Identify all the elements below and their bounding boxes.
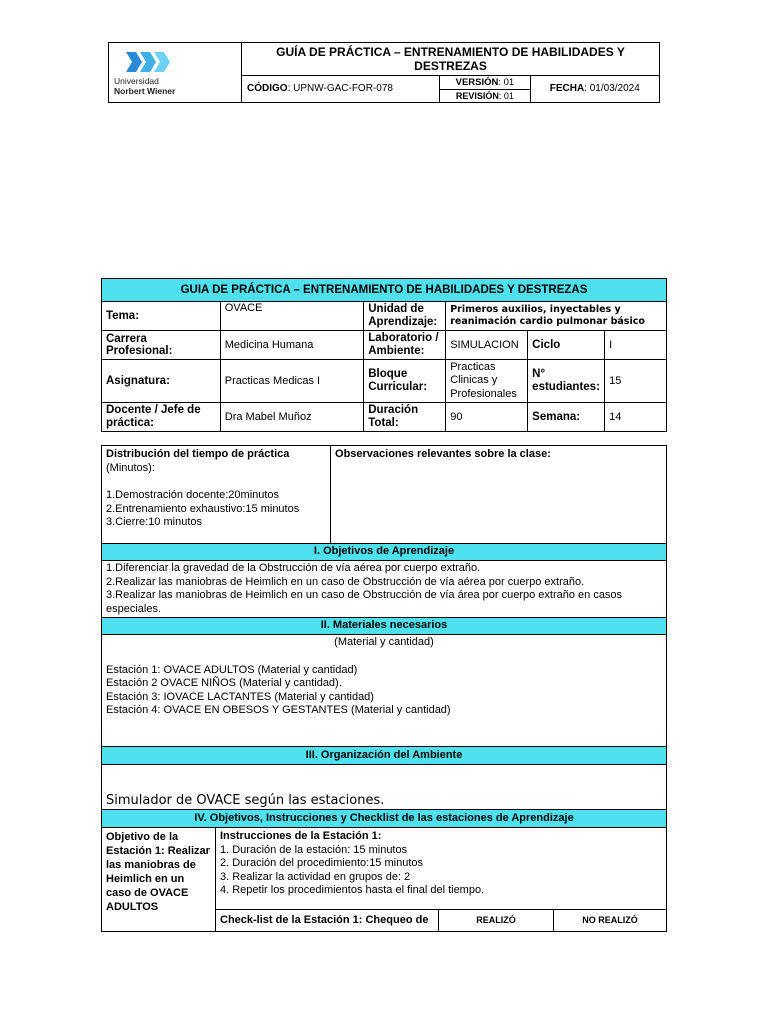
logo-line2: Norbert Wiener <box>114 85 176 96</box>
distribution-subtitle: (Minutos): <box>106 461 155 474</box>
codigo-cell <box>242 75 440 102</box>
distribution-cell <box>102 446 331 544</box>
duracion-label: Duración Total: <box>364 403 446 432</box>
carrera-label: Carrera Profesional: <box>102 331 221 360</box>
asignatura-value: Practicas Medicas I <box>220 360 364 403</box>
objective-item: 3.Realizar las maniobras de Heimlich en un caso de Obstrucción de vía área por cuerpo extraño en casos especiales. <box>106 589 623 615</box>
semana-label: Semana: <box>528 403 605 432</box>
docente-value: Dra Mabel Muñoz <box>220 403 364 432</box>
revision-label: REVISIÓN <box>455 90 499 101</box>
section-materials-heading: II. Materiales necesarios <box>102 618 667 635</box>
logo-cell <box>109 43 242 103</box>
duracion-value: 90 <box>446 403 528 432</box>
bloque-label: Bloque Curricular: <box>364 360 446 403</box>
instructions-title: Instrucciones de la Estación 1: <box>220 830 382 842</box>
objectives-list <box>102 561 667 618</box>
fecha-cell <box>530 75 660 102</box>
ciclo-label: Ciclo <box>528 331 605 360</box>
observations-cell: Observaciones relevantes sobre la clase: <box>331 446 667 544</box>
material-item: Estación 1: OVACE ADULTOS (Material y cantidad) <box>106 663 358 676</box>
revision-cell <box>440 89 530 102</box>
bloque-value: Practicas Clinicas y Profesionales <box>446 360 528 403</box>
objective-item: 2.Realizar las maniobras de Heimlich en un caso de Obstrucción de vía aérea por cuerpo extraño. <box>106 575 585 588</box>
practice-table <box>101 445 667 932</box>
objective-item: 1.Diferenciar la gravedad de la Obstrucción de vía aérea por cuerpo extraño. <box>106 562 481 574</box>
fecha-value: : 01/03/2024 <box>584 83 640 95</box>
version-value: : 01 <box>498 76 515 88</box>
checklist-realizo-header: REALIZÓ <box>438 910 553 932</box>
checklist-no-realizo-header: NO REALIZÓ <box>553 910 666 932</box>
logo-line1: Universidad <box>114 75 159 86</box>
section-environment-heading: III. Organización del Ambiente <box>102 747 667 765</box>
materials-list <box>102 635 667 747</box>
environment-text: Simulador de OVACE según las estaciones. <box>102 765 667 810</box>
lab-label: Laboratorio / Ambiente: <box>364 331 446 360</box>
unidad-label: Unidad de Aprendizaje: <box>364 302 446 331</box>
lab-value: SIMULACION <box>446 331 528 360</box>
ciclo-value: I <box>605 331 667 360</box>
fecha-label: FECHA <box>549 83 585 95</box>
material-item: Estación 3: IOVACE LACTANTES (Material y cantidad) <box>106 690 374 703</box>
material-item: Estación 2 OVACE NIÑOS (Material y cantidad). <box>106 677 342 689</box>
codigo-value: : UPNW-GAC-FOR-078 <box>287 83 393 95</box>
document-header <box>108 42 660 103</box>
tema-label: Tema: <box>102 302 221 331</box>
instruction-item: 3. Realizar la actividad en grupos de: 2 <box>220 870 411 883</box>
instruction-item: 4. Repetir los procedimientos hasta el final del tiempo. <box>220 884 485 896</box>
instruction-item: 1. Duración de la estación: 15 minutos <box>220 843 408 856</box>
distribution-item: 1.Demostración docente:20minutos <box>106 489 280 501</box>
section-objectives-heading: I. Objetivos de Aprendizaje <box>102 544 667 561</box>
header-title: GUÍA DE PRÁCTICA – ENTRENAMIENTO DE HABILIDADES Y DESTREZAS <box>242 43 660 76</box>
tema-value: OVACE <box>220 302 364 331</box>
info-title: GUIA DE PRÁCTICA – ENTRENAMIENTO DE HABILIDADES Y DESTREZAS <box>102 279 667 302</box>
distribution-title: Distribución del tiempo de práctica <box>106 448 290 460</box>
distribution-item: 2.Entrenamiento exhaustivo:15 minutos <box>106 502 300 515</box>
station-instructions <box>216 828 667 910</box>
docente-label: Docente / Jefe de práctica: <box>102 403 221 432</box>
unidad-value: Primeros auxilios, inyectables y reanimación cardio pulmonar básico <box>446 302 667 331</box>
revision-value: : 01 <box>498 90 514 101</box>
materials-subtitle: (Material y cantidad) <box>334 636 434 648</box>
station-objective: Objetivo de la Estación 1: Realizar las maniobras de Heimlich en un caso de OVACE ADULTOS <box>102 828 216 932</box>
instruction-item: 2. Duración del procedimiento:15 minutos <box>220 857 424 869</box>
university-logo-icon <box>126 52 176 74</box>
estudiantes-label: N° estudiantes: <box>528 360 605 403</box>
version-label: VERSIÓN <box>455 76 499 88</box>
checklist-title: Check-list de la Estación 1: Chequeo de <box>216 910 439 932</box>
info-table <box>101 278 667 432</box>
asignatura-label: Asignatura: <box>102 360 221 403</box>
distribution-item: 3.Cierre:10 minutos <box>106 516 202 528</box>
section-stations-heading: IV. Objetivos, Instrucciones y Checklist de las estaciones de Aprendizaje <box>102 810 667 828</box>
carrera-value: Medicina Humana <box>220 331 364 360</box>
material-item: Estación 4: OVACE EN OBESOS Y GESTANTES (Material y cantidad) <box>106 704 451 716</box>
version-cell <box>440 75 530 89</box>
estudiantes-value: 15 <box>605 360 667 403</box>
semana-value: 14 <box>605 403 667 432</box>
codigo-label: CÓDIGO <box>247 83 288 95</box>
